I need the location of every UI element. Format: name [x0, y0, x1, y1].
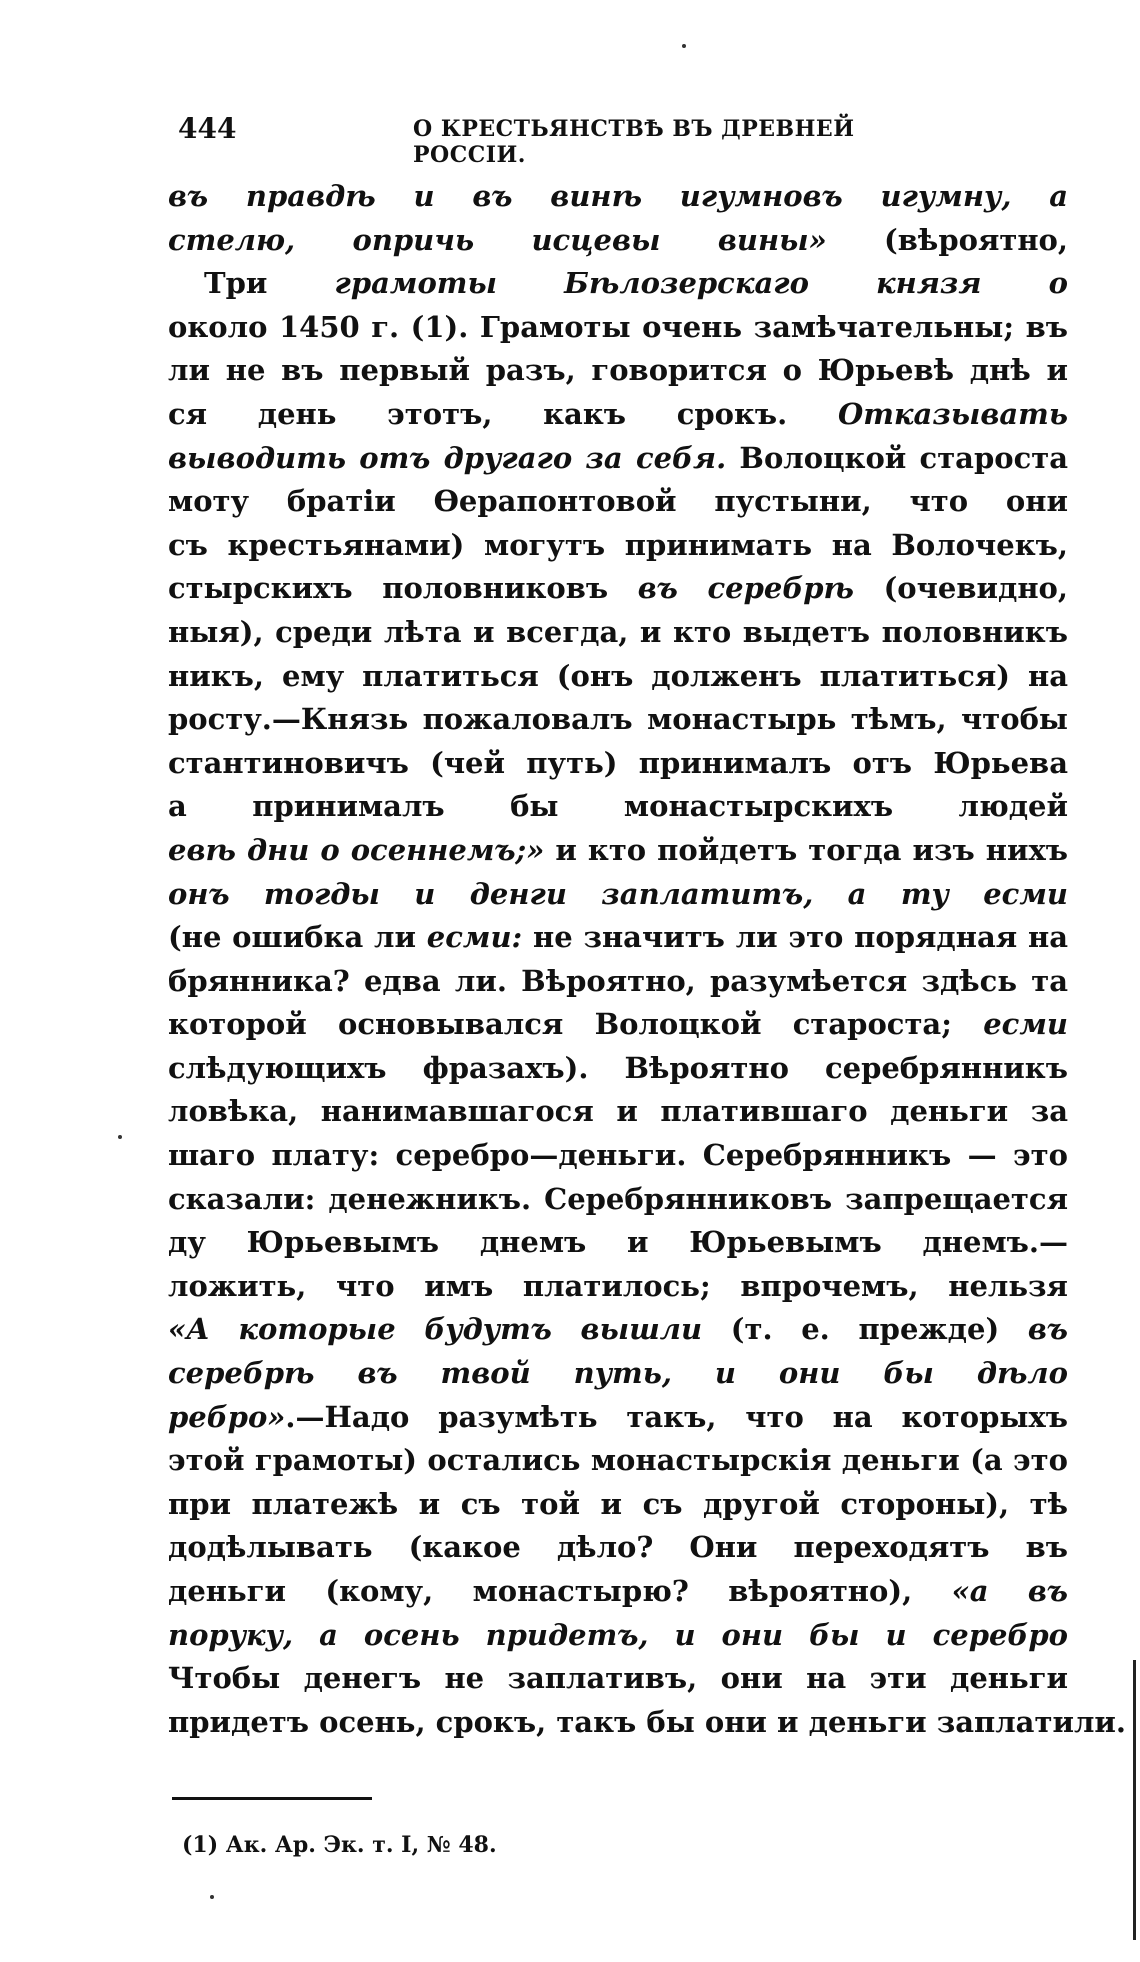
italic-text-segment: поруку, а осень придетъ, и они бы и серебро: [168, 1617, 1068, 1652]
text-segment: около 1450 г. (1). Грамоты очень замѣчательны; въ: [168, 309, 1068, 344]
text-segment: а принималъ бы монастырскихъ людей: [168, 789, 1068, 824]
text-line: [168, 1483, 1068, 1527]
italic-text-segment: въ правдѣ и въ винѣ игумновъ игумну, а: [168, 179, 1068, 213]
text-line: [168, 1570, 1068, 1614]
footnote: (1) Ак. Ар. Эк. т. I, № 48.: [182, 1832, 497, 1858]
text-segment: стырскихъ половниковъ: [168, 571, 638, 606]
main-text-block: [168, 175, 1127, 1744]
text-line: [168, 742, 1068, 786]
text-segment: ложить, что имъ платилось; впрочемъ, нельзя: [168, 1268, 1068, 1303]
italic-text-segment: серебрѣ въ твой путь, и они бы дѣло: [168, 1356, 1068, 1391]
text-segment: придетъ осень, срокъ, такъ бы они и деньги заплатили.: [168, 1704, 1127, 1739]
italic-text-segment: есми:: [426, 920, 523, 955]
text-segment: этой грамоты) остались монастырскія деньги (а это: [168, 1443, 1068, 1478]
text-line: [168, 1657, 1068, 1701]
text-line: [168, 829, 1068, 873]
running-title: О КРЕСТЬЯНСТВѢ ВЪ ДРЕВНЕЙ РОССІИ.: [413, 116, 855, 168]
italic-text-segment: грамоты Бѣлозерскаго князя о: [334, 266, 1068, 301]
italic-text-segment: онъ тогды и денги заплатитъ, а ту есми: [168, 876, 1068, 911]
text-segment: брянника? едва ли. Вѣроятно, разумѣется здѣсь та: [168, 963, 1068, 998]
text-segment: никъ, ему платиться (онъ долженъ платиться) на: [168, 658, 1068, 693]
page-number: 444: [178, 112, 237, 145]
text-line: [168, 698, 1068, 742]
text-segment: ли не въ первый разъ, говорится о Юрьевѣ днѣ и: [168, 353, 1068, 388]
text-segment: додѣлывать (какое дѣло? Они переходятъ въ: [168, 1530, 1068, 1565]
text-line: [168, 1396, 1068, 1440]
text-line: [168, 175, 1068, 219]
footnote-divider: [172, 1797, 372, 1800]
text-line: [168, 1265, 1068, 1309]
text-segment: (не ошибка ли: [168, 920, 427, 955]
text-line: [168, 1003, 1068, 1047]
page-header: [168, 112, 898, 168]
text-line: [168, 1439, 1068, 1483]
text-line: [168, 219, 1068, 263]
print-speck: [210, 1895, 214, 1899]
text-line: [168, 349, 1068, 393]
text-segment: и кто пойдетъ тогда изъ нихъ: [555, 832, 1068, 867]
text-line: [168, 1178, 1068, 1222]
text-segment: Три: [204, 266, 335, 301]
text-segment: ныя), среди лѣта и всегда, и кто выдетъ половникъ: [168, 614, 1068, 649]
text-line: [168, 524, 1068, 568]
text-segment: ловѣка, нанимавшагося и платившаго деньги за: [168, 1094, 1068, 1129]
text-line: [168, 1614, 1068, 1658]
text-line: [168, 1134, 1068, 1178]
text-line: [168, 1352, 1068, 1396]
text-segment: ся день этотъ, какъ срокъ.: [168, 396, 838, 431]
italic-text-segment: есми: [983, 1007, 1068, 1042]
text-line: [168, 960, 1068, 1004]
text-segment: при платежѣ и съ той и съ другой стороны), тѣ: [168, 1486, 1068, 1521]
text-line: [168, 1090, 1068, 1134]
italic-text-segment: стелю, опричь исцевы вины»: [168, 222, 827, 257]
text-segment: которой основывался Волоцкой староста;: [168, 1007, 984, 1042]
print-speck: [118, 1135, 122, 1139]
text-line: [168, 567, 1068, 611]
text-segment: (очевидно,: [883, 571, 1068, 606]
text-segment: ду Юрьевымъ днемъ и Юрьевымъ днемъ.—: [168, 1225, 1068, 1260]
text-segment: Чтобы денегъ не заплативъ, они на эти деньги: [168, 1661, 1068, 1696]
italic-text-segment: «А которые будутъ вышли: [168, 1312, 703, 1347]
italic-text-segment: ребро»: [168, 1399, 286, 1434]
text-line: [168, 480, 1068, 524]
text-line: [168, 1308, 1068, 1352]
text-line: [168, 916, 1068, 960]
text-line: [168, 306, 1068, 350]
page-edge-shadow: [1133, 1660, 1136, 1940]
text-line: [168, 785, 1068, 829]
text-line: [168, 1701, 1127, 1745]
text-segment: (вѣроятно,: [884, 222, 1068, 257]
text-segment: шаго плату: серебро—деньги. Серебрянникъ — это: [168, 1138, 1068, 1173]
italic-text-segment: Отказывать: [837, 396, 1068, 431]
text-line: [168, 1526, 1068, 1570]
text-line: [168, 262, 1068, 306]
text-segment: съ крестьянами) могутъ принимать на Волочекъ,: [168, 527, 1068, 562]
text-line: [168, 873, 1068, 917]
text-line: [168, 437, 1068, 481]
italic-text-segment: «а въ: [951, 1574, 1068, 1608]
italic-text-segment: въ: [1027, 1312, 1068, 1347]
text-segment: (т. е. прежде): [702, 1312, 1028, 1347]
text-segment: стантиновичъ (чей путь) принималъ отъ Юрьева: [168, 745, 1068, 780]
text-segment: деньги (кому, монастырю? вѣроятно),: [168, 1574, 952, 1608]
print-speck: [682, 44, 686, 48]
text-line: [168, 1221, 1068, 1265]
text-line: [168, 1047, 1068, 1091]
text-line: [168, 611, 1068, 655]
text-segment: росту.—Князь пожаловалъ монастырь тѣмъ, чтобы: [168, 702, 1068, 737]
text-segment: слѣдующихъ фразахъ). Вѣроятно серебрянникъ: [168, 1050, 1068, 1085]
text-segment: не значитъ ли это порядная на: [533, 920, 1068, 955]
text-line: [168, 393, 1068, 437]
text-segment: .—Надо разумѣть такъ, что на которыхъ: [285, 1399, 1068, 1434]
italic-text-segment: въ серебрѣ: [637, 571, 854, 606]
text-line: [168, 655, 1068, 699]
text-segment: сказали: денежникъ. Серебрянниковъ запрещается: [168, 1181, 1068, 1216]
text-segment: моту братіи Ѳерапонтовой пустыни, что они: [168, 484, 1068, 519]
italic-text-segment: евѣ дни о осеннемъ;»: [168, 832, 545, 867]
text-segment: Волоцкой староста: [739, 440, 1068, 475]
italic-text-segment: выводить отъ другаго за себя.: [168, 440, 727, 475]
